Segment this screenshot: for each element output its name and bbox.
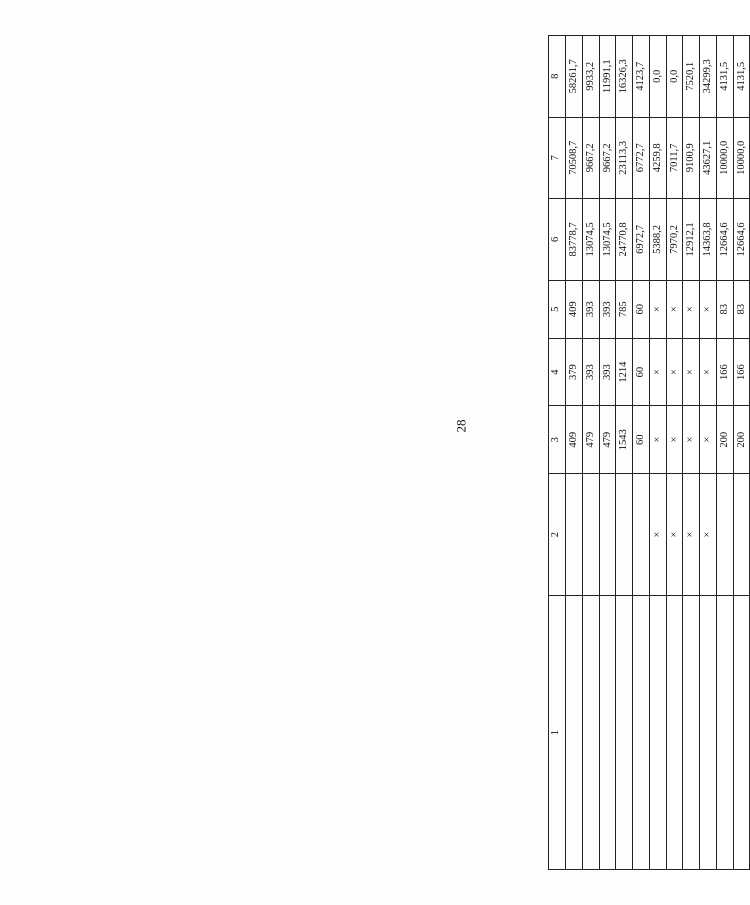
table-cell: 16326,3 — [616, 36, 633, 118]
table-row — [683, 36, 700, 870]
table-cell: 200 — [716, 406, 733, 474]
table-cell: 1214 — [616, 338, 633, 406]
column-header: 4 — [549, 338, 566, 406]
table-cell — [733, 473, 750, 595]
table-cell — [633, 473, 650, 595]
table-cell: 9100,9 — [683, 117, 700, 199]
table-cell: 785 — [616, 280, 633, 338]
table-cell: × — [666, 406, 683, 474]
table-cell: 24770,8 — [616, 199, 633, 281]
table-cell: 7970,2 — [666, 199, 683, 281]
table-cell: 14363,8 — [700, 199, 717, 281]
table-cell: × — [666, 280, 683, 338]
table-row — [582, 36, 599, 870]
table-row — [633, 36, 650, 870]
table-cell — [649, 596, 666, 870]
table-header-row — [549, 36, 566, 870]
table-cell: × — [666, 338, 683, 406]
table-cell: 393 — [599, 280, 616, 338]
column-header: 3 — [549, 406, 566, 474]
table-cell: 43627,1 — [700, 117, 717, 199]
table-cell — [582, 473, 599, 595]
table-cell — [566, 473, 583, 595]
table-cell: × — [649, 406, 666, 474]
column-header: 1 — [549, 596, 566, 870]
table-cell: 4123,7 — [633, 36, 650, 118]
table-cell: 11991,1 — [599, 36, 616, 118]
table-cell: 4131,5 — [733, 36, 750, 118]
table-cell: × — [649, 338, 666, 406]
column-header: 8 — [549, 36, 566, 118]
table-row — [733, 36, 750, 870]
table-cell: 10000,0 — [733, 117, 750, 199]
table-cell: 166 — [733, 338, 750, 406]
table-cell: 9667,2 — [599, 117, 616, 199]
table-cell — [716, 473, 733, 595]
budget-table — [548, 35, 750, 870]
table-cell — [599, 473, 616, 595]
table-cell: 6972,7 — [633, 199, 650, 281]
table-row — [700, 36, 717, 870]
table-cell: 0,0 — [649, 36, 666, 118]
table-cell: 166 — [716, 338, 733, 406]
table-cell: × — [700, 473, 717, 595]
table-cell — [566, 596, 583, 870]
table-cell: 7520,1 — [683, 36, 700, 118]
table-row — [616, 36, 633, 870]
table-cell — [582, 596, 599, 870]
table-cell: 12664,6 — [716, 199, 733, 281]
table-cell: 58261,7 — [566, 36, 583, 118]
table-cell: 393 — [582, 338, 599, 406]
table-cell: 7011,7 — [666, 117, 683, 199]
table-cell: 13074,5 — [582, 199, 599, 281]
table-cell: 6772,7 — [633, 117, 650, 199]
table-cell — [616, 473, 633, 595]
table-cell — [716, 596, 733, 870]
column-header: 2 — [549, 473, 566, 595]
table-cell: 479 — [599, 406, 616, 474]
table-cell: 12912,1 — [683, 199, 700, 281]
table-cell: 34299,3 — [700, 36, 717, 118]
column-header: 6 — [549, 199, 566, 281]
table-cell: 479 — [582, 406, 599, 474]
table-cell: 4131,5 — [716, 36, 733, 118]
table-cell: 23113,3 — [616, 117, 633, 199]
table-cell: 5388,2 — [649, 199, 666, 281]
table-row — [566, 36, 583, 870]
table-cell: 409 — [566, 280, 583, 338]
table-cell: 393 — [599, 338, 616, 406]
page-number: 28 — [453, 419, 469, 433]
table-cell: 1543 — [616, 406, 633, 474]
table-cell — [616, 596, 633, 870]
table-cell: 12664,6 — [733, 199, 750, 281]
table-cell — [633, 596, 650, 870]
table-cell: × — [666, 473, 683, 595]
table-row — [599, 36, 616, 870]
table-cell: 10000,0 — [716, 117, 733, 199]
table-cell: × — [649, 280, 666, 338]
table-cell: × — [700, 338, 717, 406]
table-cell: × — [683, 280, 700, 338]
table-cell: 13074,5 — [599, 199, 616, 281]
table-cell: × — [683, 473, 700, 595]
table-cell: 0,0 — [666, 36, 683, 118]
table-cell: × — [700, 280, 717, 338]
table-cell: 200 — [733, 406, 750, 474]
table-body — [566, 36, 750, 870]
table-cell: 70508,7 — [566, 117, 583, 199]
table-cell: × — [649, 473, 666, 595]
table-cell: 379 — [566, 338, 583, 406]
table-cell: 9933,2 — [582, 36, 599, 118]
table-cell: 4259,8 — [649, 117, 666, 199]
table-cell: × — [683, 406, 700, 474]
table-cell: 9667,2 — [582, 117, 599, 199]
table-row — [666, 36, 683, 870]
table-cell: 393 — [582, 280, 599, 338]
table-cell — [733, 596, 750, 870]
table-cell: 60 — [633, 338, 650, 406]
table-cell — [700, 596, 717, 870]
column-header: 5 — [549, 280, 566, 338]
column-header: 7 — [549, 117, 566, 199]
table-cell: 409 — [566, 406, 583, 474]
table-cell — [683, 596, 700, 870]
table-cell: 83778,7 — [566, 199, 583, 281]
table-cell: 83 — [733, 280, 750, 338]
table-cell: × — [683, 338, 700, 406]
table-cell: 60 — [633, 280, 650, 338]
table-row — [649, 36, 666, 870]
table-cell — [599, 596, 616, 870]
table-cell: 83 — [716, 280, 733, 338]
table-cell: 60 — [633, 406, 650, 474]
table-cell — [666, 596, 683, 870]
table-row — [716, 36, 733, 870]
table-cell: × — [700, 406, 717, 474]
